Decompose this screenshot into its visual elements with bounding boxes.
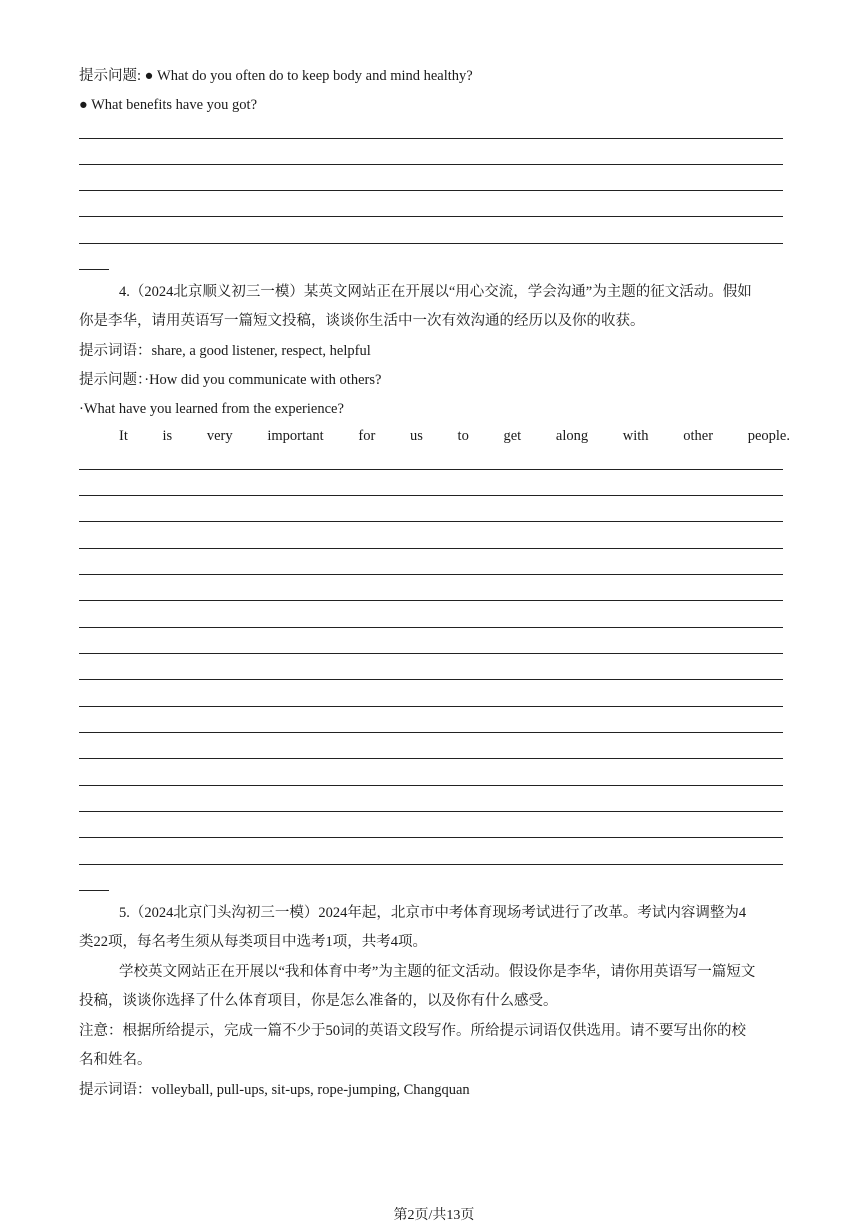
q5-text-line-4: 投稿，谈谈你选择了什么体育项目，你是怎么准备的，以及你有什么感受。	[79, 993, 558, 1009]
answer-line	[79, 653, 783, 654]
starter-word: It	[119, 428, 128, 444]
answer-line	[79, 495, 783, 496]
q4-text-line-1: 4.（2024北京顺义初三一模）某英文网站正在开展以“用心交流，学会沟通”为主题的征文活动。假如	[119, 284, 752, 300]
q4-hint-words: 提示词语：share, a good listener, respect, helpful	[79, 343, 371, 359]
answer-line	[79, 837, 783, 838]
answer-line	[79, 243, 783, 244]
starter-word: with	[622, 428, 649, 444]
answer-line-end	[79, 269, 109, 270]
answer-line	[79, 627, 783, 628]
q4-starter-sentence	[119, 426, 790, 446]
answer-line	[79, 706, 783, 707]
answer-line	[79, 216, 783, 217]
answer-line	[79, 138, 783, 139]
answer-line	[79, 811, 783, 812]
starter-word: us	[409, 428, 423, 444]
answer-line	[79, 864, 783, 865]
q5-text-line-3: 学校英文网站正在开展以“我和体育中考”为主题的征文活动。假设你是李华，请你用英语写一篇短文	[119, 964, 756, 980]
answer-line	[79, 679, 783, 680]
q5-text-line-1: 5.（2024北京门头沟初三一模）2024年起，北京市中考体育现场考试进行了改革。考试内容调整为4	[119, 905, 747, 921]
prompt-question-1: 提示问题: ● What do you often do to keep body and mind healthy?	[79, 68, 473, 84]
starter-word: for	[358, 428, 376, 444]
starter-word: to	[457, 428, 469, 444]
q4-hint-question-1: 提示问题：·How did you communicate with others?	[79, 372, 382, 388]
page-number: 第2页/共13页	[393, 1208, 475, 1223]
q5-text-line-2: 类22项，每名考生须从每类项目中选考1项，共考4项。	[79, 934, 427, 950]
answer-line	[79, 574, 783, 575]
starter-word: other	[683, 428, 714, 444]
q4-text-line-2: 你是李华，请用英语写一篇短文投稿，谈谈你生活中一次有效沟通的经历以及你的收获。	[79, 313, 645, 329]
prompt-question-2: ● What benefits have you got?	[79, 97, 258, 113]
starter-word: people.	[747, 428, 790, 444]
starter-word: along	[555, 428, 589, 444]
answer-line	[79, 164, 783, 165]
answer-line-end	[79, 890, 109, 891]
starter-word: very	[206, 428, 233, 444]
answer-line	[79, 758, 783, 759]
answer-line	[79, 732, 783, 733]
starter-word: is	[162, 428, 173, 444]
answer-line	[79, 548, 783, 549]
answer-line	[79, 600, 783, 601]
answer-line	[79, 785, 783, 786]
q5-note-line-2: 名和姓名。	[79, 1052, 152, 1068]
q5-hint-words: 提示词语：volleyball, pull-ups, sit-ups, rope-jumping, Changquan	[79, 1082, 470, 1098]
answer-line	[79, 521, 783, 522]
q4-hint-question-2: ·What have you learned from the experience?	[79, 401, 344, 417]
answer-line	[79, 190, 783, 191]
answer-line	[79, 469, 783, 470]
q5-note-line-1: 注意：根据所给提示，完成一篇不少于50词的英语文段写作。所给提示词语仅供选用。请不要写出你的校	[79, 1023, 746, 1039]
starter-word: get	[503, 428, 522, 444]
starter-word: important	[267, 428, 324, 444]
